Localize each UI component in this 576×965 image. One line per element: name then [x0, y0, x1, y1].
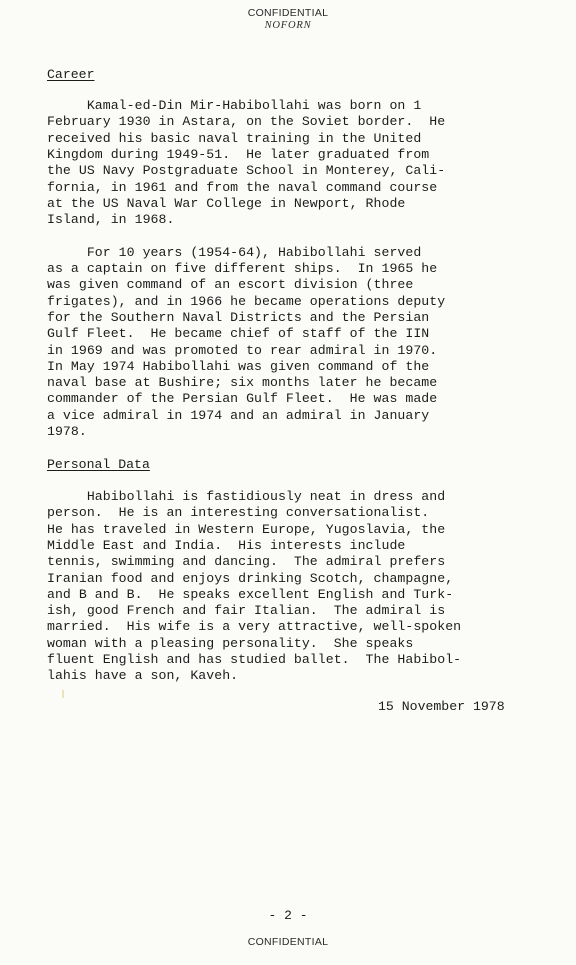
career-line: February 1930 in Astara, on the Soviet border. He [47, 114, 446, 130]
personal-data-line: and B and B. He speaks excellent English and Turk- [47, 586, 454, 602]
career-line: the US Navy Postgraduate School in Monterey, Cali- [47, 163, 446, 179]
career-line: In May 1974 Habibollahi was given command of the [47, 358, 430, 374]
career-line: commander of the Persian Gulf Fleet. He was made [47, 391, 438, 407]
report-date: 15 November 1978 [378, 699, 505, 714]
personal-data-heading: Personal Data [47, 457, 150, 472]
career-line: for the Southern Naval Districts and the Persian [47, 309, 430, 325]
career-line: Island, in 1968. [47, 212, 175, 228]
career-line: was given command of an escort division (three [47, 277, 414, 293]
personal-data-line: person. He is an interesting conversationalist. [47, 505, 430, 521]
classification-footer: CONFIDENTIAL [247, 936, 329, 948]
dissemination-header: NOFORN [264, 20, 312, 31]
paper-speck [62, 690, 64, 698]
career-line: received his basic naval training in the United [47, 130, 422, 146]
personal-data-line: lahis have a son, Kaveh. [47, 668, 239, 684]
personal-data-line: married. His wife is a very attractive, well-spoken [47, 619, 462, 635]
career-line: For 10 years (1954-64), Habibollahi served [47, 244, 422, 260]
personal-data-line: Habibollahi is fastidiously neat in dress and [47, 489, 446, 504]
career-line: in 1969 and was promoted to rear admiral in 1970. [47, 342, 438, 358]
career-line: Kamal-ed-Din Mir-Habibollahi was born on 1 [47, 98, 422, 113]
personal-data-line: woman with a pleasing personality. She speaks [47, 635, 414, 651]
personal-data-line: He has traveled in Western Europe, Yugoslavia, the [47, 521, 446, 537]
career-line: at the US Naval War College in Newport, Rhode [47, 195, 406, 211]
personal-data-line: Iranian food and enjoys drinking Scotch, champagne, [47, 570, 454, 586]
career-line: a vice admiral in 1974 and an admiral in January [47, 407, 430, 423]
personal-data-line: tennis, swimming and dancing. The admiral prefers [47, 554, 446, 570]
classification-header: CONFIDENTIAL [247, 7, 329, 19]
personal-data-line: fluent English and has studied ballet. The Habibol- [47, 652, 462, 667]
career-line: Kingdom during 1949-51. He later graduated from [47, 146, 430, 162]
career-line: as a captain on five different ships. In 1965 he [47, 261, 438, 276]
personal-data-line: Middle East and India. His interests include [47, 537, 406, 553]
career-line: frigates), and in 1966 he became operations deputy [47, 293, 446, 309]
personal-data-line: ish, good French and fair Italian. The admiral is [47, 603, 446, 619]
career-heading: Career [47, 67, 95, 82]
career-line: Gulf Fleet. He became chief of staff of the IIN [47, 326, 430, 342]
career-line: 1978. [47, 424, 87, 439]
career-line: naval base at Bushire; six months later he became [47, 375, 438, 391]
page-number: - 2 - [268, 908, 308, 923]
career-line: fornia, in 1961 and from the naval command course [47, 179, 438, 195]
